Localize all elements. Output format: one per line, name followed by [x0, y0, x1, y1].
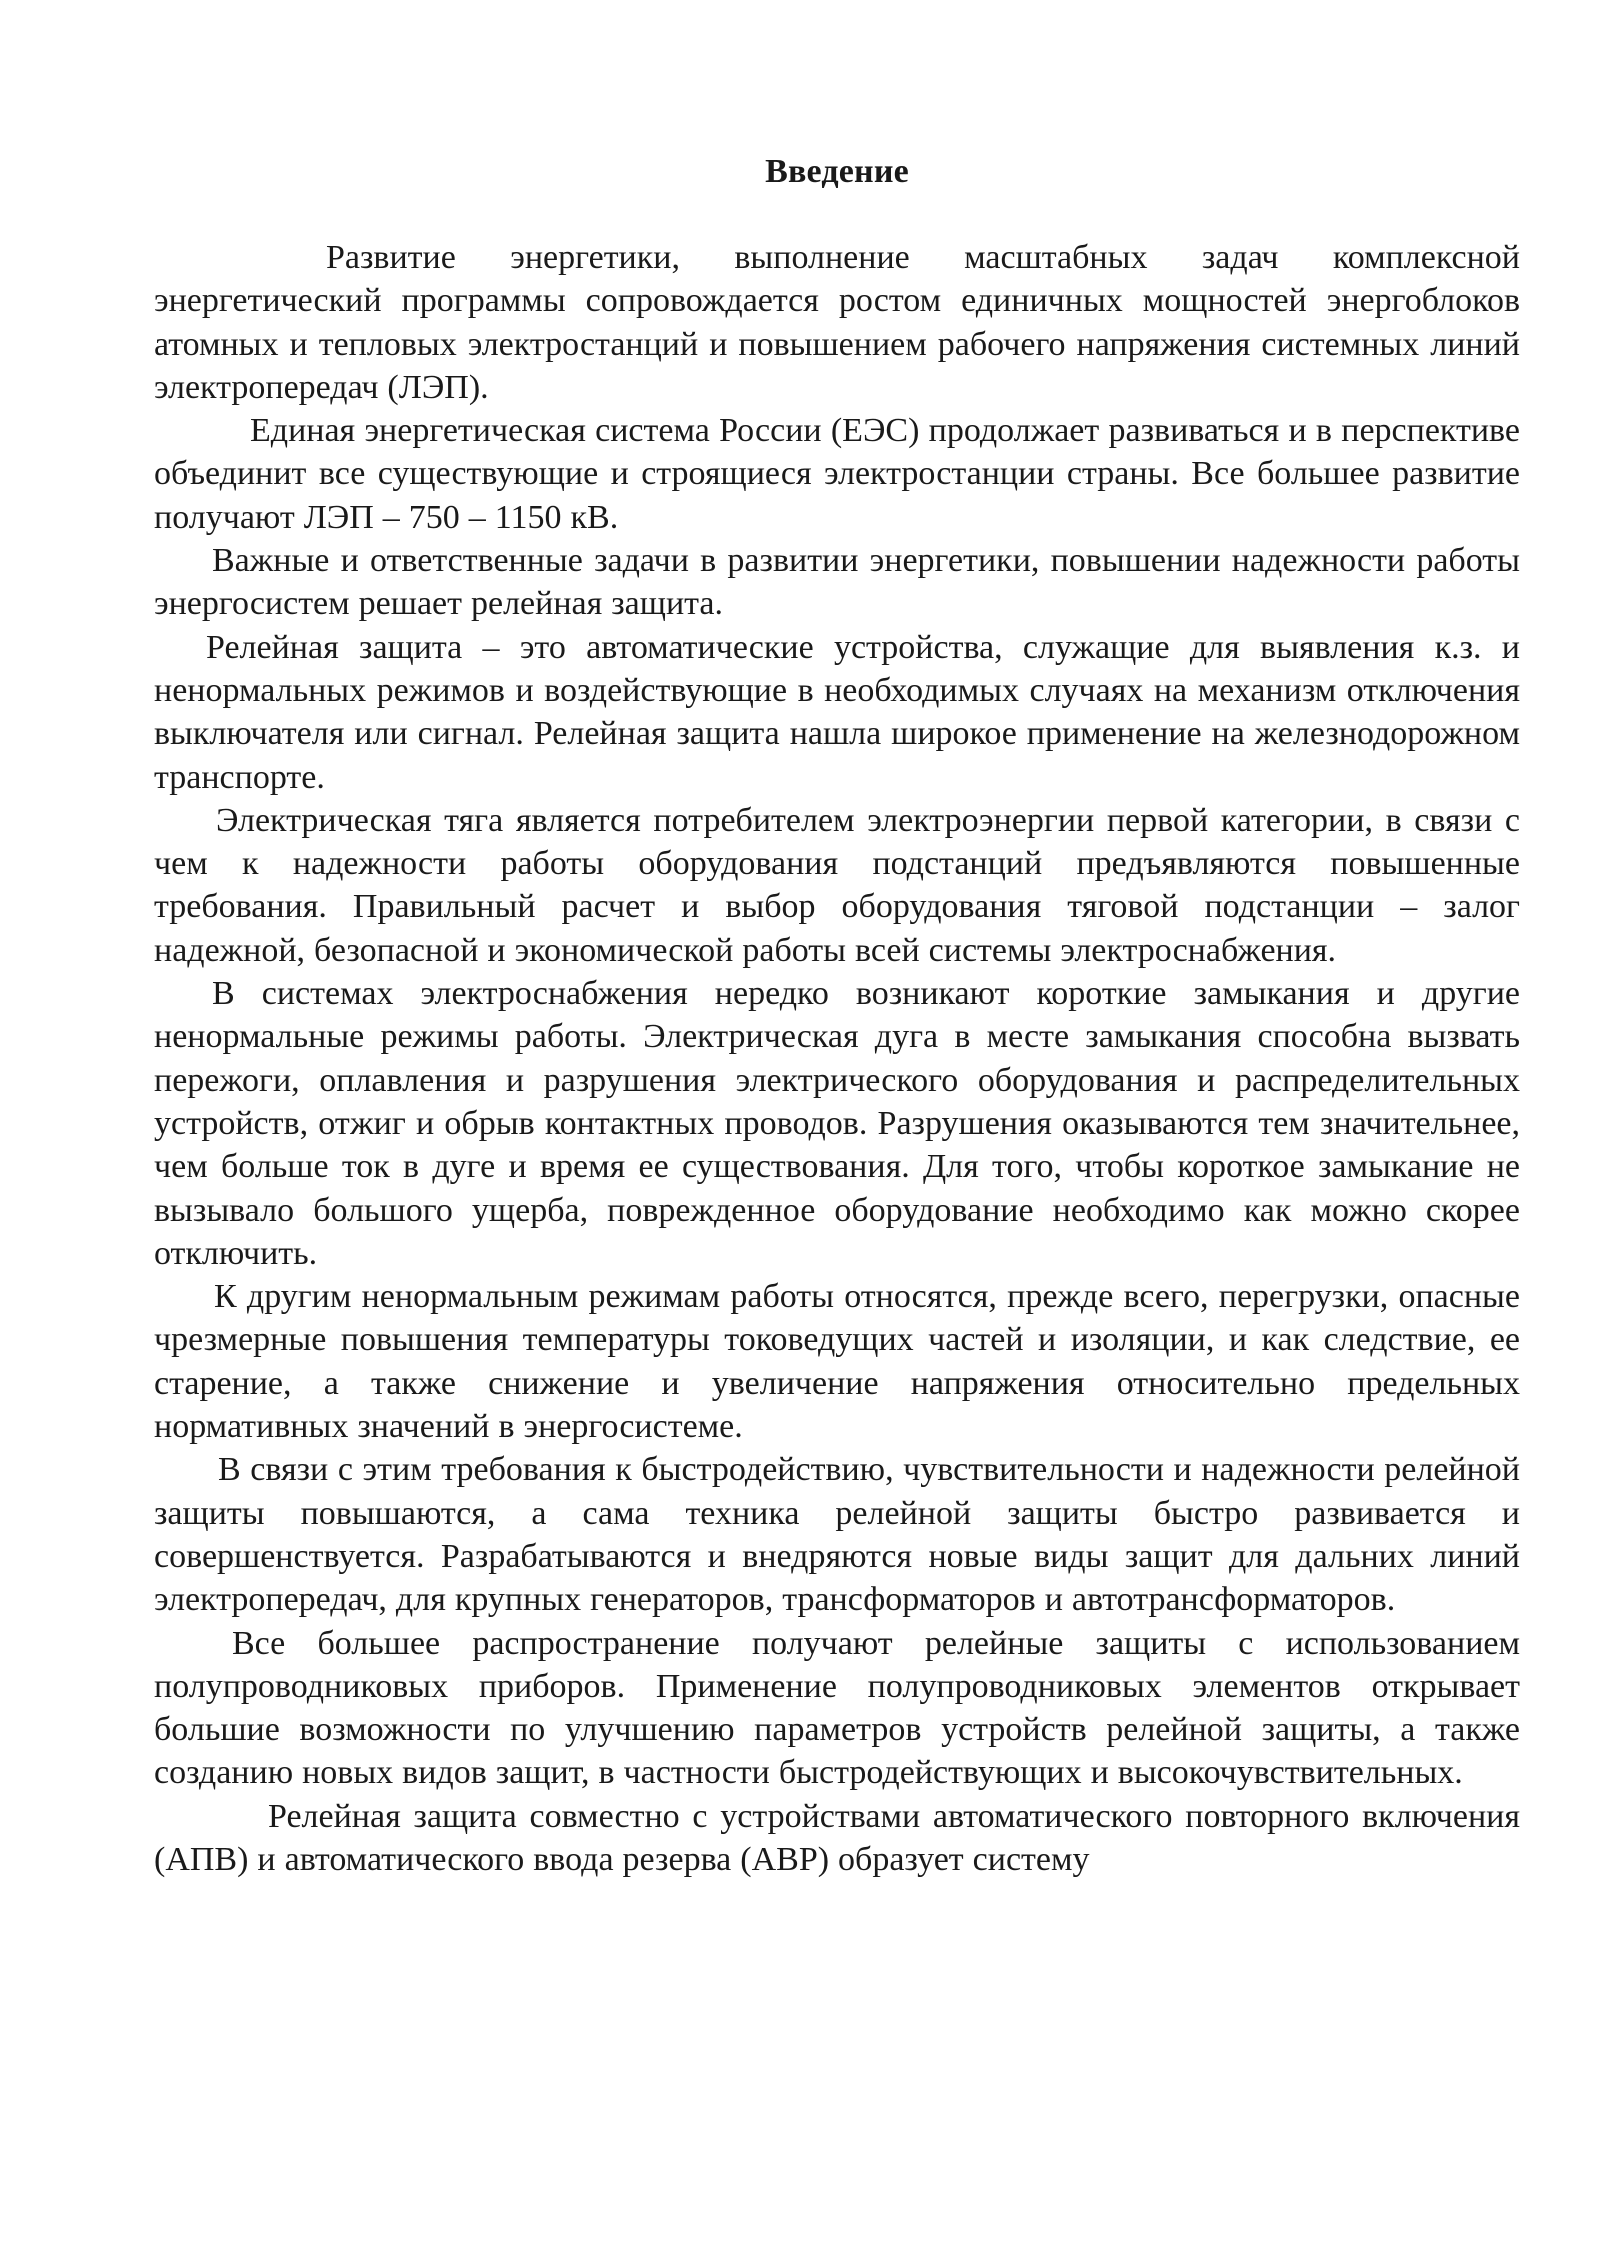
paragraph: Единая энергетическая система России (ЕЭС) продолжает развиваться и в перспективе объединит все существующие и строящиеся электростанции страны. Все большее развитие получают ЛЭП – 750 – 1150 кВ.	[154, 412, 1520, 536]
paragraph: В связи с этим требования к быстродействию, чувствительности и надежности релейной защиты повышаются, а сама техника релейной защиты быстро развивается и совершенствуется. Разрабатываются и внедряются новые виды защит для дальних линий электропередач, для крупных генераторов, трансформаторов и автотрансформаторов.	[154, 1451, 1520, 1619]
paragraph: Все большее распространение получают релейные защиты с использованием полупроводниковых приборов. Применение полупроводниковых элементов открывает большие возможности по улучшению параметров устройств релейной защиты, а также созданию новых видов защит, в частности быстродействующих и высокочувствительных.	[154, 1624, 1520, 1792]
paragraph: К другим ненормальным режимам работы относятся, прежде всего, перегрузки, опасные чрезмерные повышения температуры токоведущих частей и изоляции, и как следствие, ее старение, а также снижение и увеличение напряжения относительно предельных нормативных значений в энергосистеме.	[154, 1278, 1520, 1446]
paragraph: В системах электроснабжения нередко возникают короткие замыкания и другие ненормальные режимы работы. Электрическая дуга в месте замыкания способна вызвать пережоги, оплавления и разрушения электрического оборудования и распределительных устройств, отжиг и обрыв контактных проводов. Разрушения оказываются тем значительнее, чем больше ток в дуге и время ее существования. Для того, чтобы короткое замыкание не вызывало большого ущерба, поврежденное оборудование необходимо как можно скорее отключить.	[154, 975, 1520, 1272]
document-page	[154, 150, 1520, 1881]
paragraph: Развитие энергетики, выполнение масштабных задач комплексной энергетический программы сопровождается ростом единичных мощностей энергоблоков атомных и тепловых электростанций и повышением рабочего напряжения системных линий электропередач (ЛЭП).	[154, 239, 1520, 406]
paragraph: Электрическая тяга является потребителем электроэнергии первой категории, в связи с чем к надежности работы оборудования подстанций предъявляются повышенные требования. Правильный расчет и выбор оборудования тяговой подстанции – залог надежной, безопасной и экономической работы всей системы электроснабжения.	[154, 801, 1520, 969]
paragraph: Важные и ответственные задачи в развитии энергетики, повышении надежности работы энергосистем решает релейная защита.	[154, 542, 1520, 623]
document-title: Введение	[765, 153, 909, 190]
paragraph: Релейная защита – это автоматические устройства, служащие для выявления к.з. и ненормальных режимов и воздействующие в необходимых случаях на механизм отключения выключателя или сигнал. Релейная защита нашла широкое применение на железнодорожном транспорте.	[154, 628, 1520, 796]
paragraph: Релейная защита совместно с устройствами автоматического повторного включения (АПВ) и автоматического ввода резерва (АВР) образует систему	[154, 1797, 1520, 1878]
